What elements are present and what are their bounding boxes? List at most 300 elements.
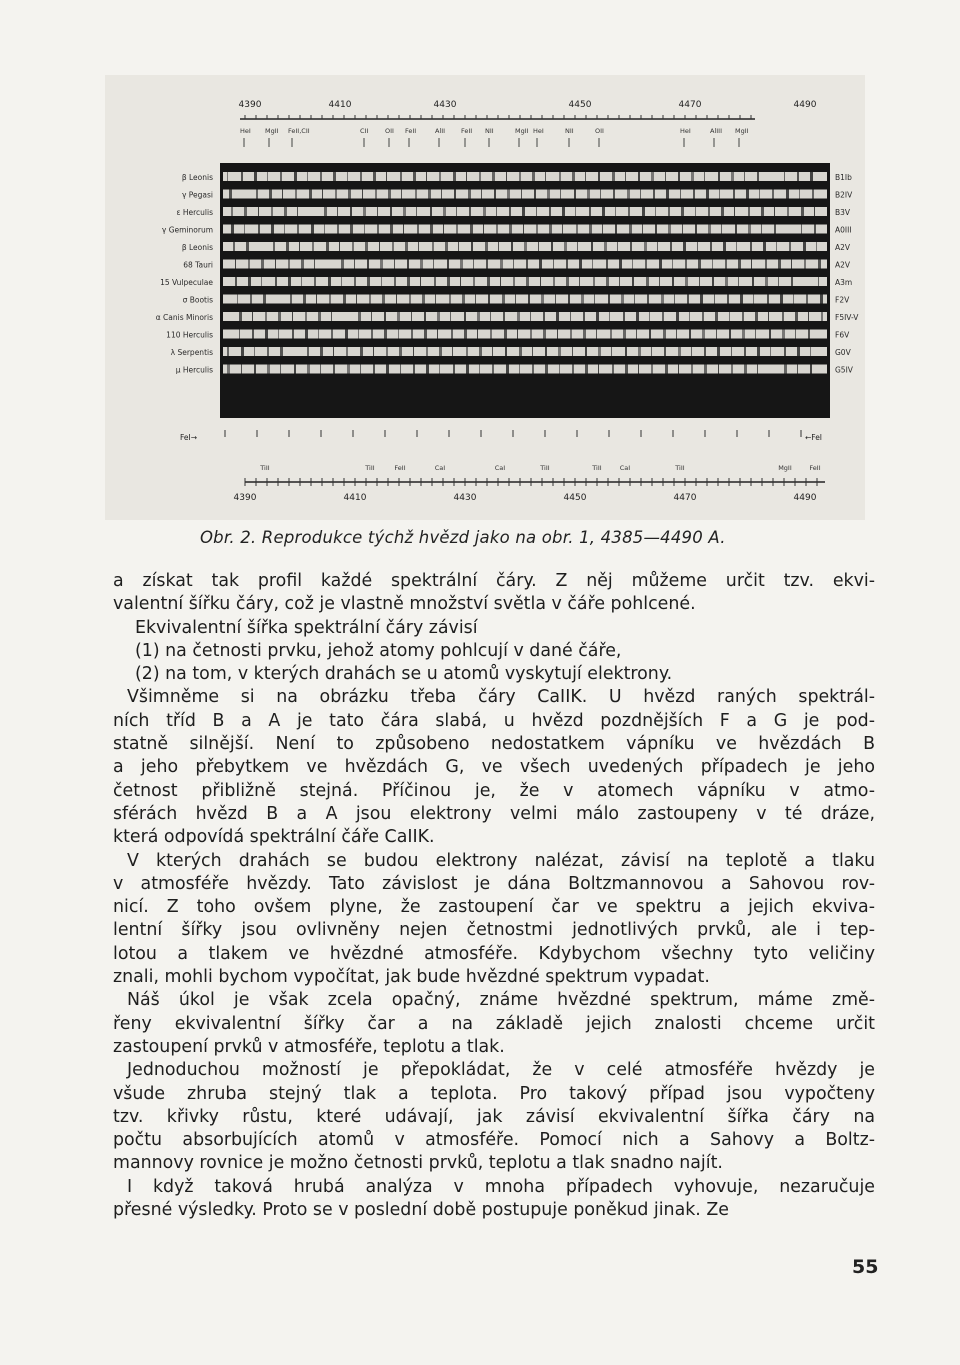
absorption-line [755, 330, 756, 339]
spectral-class: B1Ib [835, 173, 852, 182]
absorption-line [337, 207, 338, 216]
absorption-line [640, 190, 641, 199]
absorption-line [808, 312, 809, 321]
absorption-line [403, 207, 406, 216]
absorption-line [700, 295, 703, 304]
absorption-line [235, 260, 236, 269]
paragraph [113, 989, 875, 1059]
absorption-line [356, 295, 357, 304]
absorption-line [625, 365, 628, 374]
absorption-line [632, 260, 633, 269]
absorption-line [248, 277, 251, 286]
absorption-line [685, 260, 687, 269]
absorption-line [715, 312, 718, 321]
absorption-line [596, 312, 599, 321]
absorption-line [280, 172, 282, 181]
absorption-line [689, 330, 691, 339]
absorption-line [655, 207, 656, 216]
bottom-line-id: FeII [809, 464, 821, 472]
text-line: Ekvivalentní šířka spektrální čáry závisí [135, 617, 478, 638]
absorption-line [682, 225, 683, 234]
text-line: lentní šířky jsou ovlivněny nejen četnostmi jednotlivých prvků, ale i tep- [113, 920, 875, 941]
absorption-line [638, 365, 639, 374]
absorption-line [725, 277, 728, 286]
absorption-line [362, 190, 363, 199]
absorption-line [664, 347, 666, 356]
absorption-line [659, 277, 660, 286]
spectrum-strip [223, 347, 827, 356]
text-line: statně silnější. Není to způsobeno nedostatkem vápníku ve hvězdách B [113, 734, 875, 755]
absorption-line [229, 190, 232, 199]
absorption-line [447, 277, 450, 286]
absorption-line [509, 207, 511, 216]
absorption-line [557, 330, 558, 339]
absorption-line [519, 347, 522, 356]
absorption-line [318, 312, 321, 321]
star-name: β Leonis [181, 243, 213, 252]
absorption-line [678, 347, 681, 356]
absorption-line [526, 260, 528, 269]
absorption-line [417, 225, 419, 234]
absorption-line [244, 207, 247, 216]
absorption-line [464, 312, 466, 321]
absorption-line [420, 277, 421, 286]
absorption-line [396, 295, 397, 304]
absorption-line [625, 172, 626, 181]
spectra-block [220, 163, 830, 418]
absorption-line [674, 295, 675, 304]
top-line-id: MgII [515, 127, 529, 135]
top-line-id: NII [565, 127, 574, 135]
absorption-line [797, 365, 798, 374]
absorption-line [303, 295, 306, 304]
absorption-line [744, 347, 746, 356]
absorption-line [545, 365, 548, 374]
absorption-line [364, 225, 365, 234]
absorption-line [297, 225, 299, 234]
absorption-line [801, 207, 804, 216]
absorption-line [784, 172, 785, 181]
absorption-line [784, 347, 786, 356]
absorption-line [678, 172, 680, 181]
absorption-line [589, 207, 591, 216]
absorption-line [307, 347, 309, 356]
absorption-line [371, 330, 373, 339]
absorption-line [358, 330, 359, 339]
absorption-line [453, 365, 455, 374]
absorption-line [594, 295, 595, 304]
text-line: sférách hvězd B a A jsou elektrony velmi málo zastoupeny v té dráze, [113, 803, 875, 824]
absorption-line [559, 365, 560, 374]
top-scale-label: 4390 [238, 100, 262, 110]
absorption-line [795, 330, 796, 339]
absorption-line [360, 347, 363, 356]
absorption-line [275, 260, 276, 269]
absorption-line [719, 190, 720, 199]
absorption-line [532, 172, 535, 181]
absorption-line [672, 277, 674, 286]
absorption-line [532, 365, 534, 374]
absorption-line [324, 207, 327, 216]
paragraph [113, 1059, 875, 1175]
text-line: a získat tak profil každé spektrální čáry. Z něj můžeme určit tzv. ekvi- [113, 571, 875, 591]
absorption-line [610, 330, 612, 339]
absorption-line [820, 295, 823, 304]
absorption-line [602, 207, 605, 216]
absorption-line [443, 207, 446, 216]
text-line: valentní šířku čáry, což je vlastně množství světla v čáře pohlcené. [113, 594, 696, 615]
absorption-line [227, 365, 230, 374]
absorption-line [456, 225, 458, 234]
absorption-line [765, 260, 767, 269]
absorption-line [702, 330, 705, 339]
absorption-line [418, 242, 419, 251]
absorption-line [267, 347, 269, 356]
absorption-line [506, 172, 507, 181]
spectral-class: B2IV [835, 190, 853, 200]
spectral-class: F5IV-V [835, 313, 859, 322]
bottom-line-id: TiII [675, 464, 685, 472]
absorption-line [498, 242, 499, 251]
absorption-line [422, 295, 425, 304]
text-line: která odpovídá spektrální čáře CaIIK. [113, 827, 435, 848]
absorption-line [651, 172, 654, 181]
absorption-line [450, 312, 451, 321]
absorption-line [789, 242, 791, 251]
absorption-line [382, 295, 385, 304]
absorption-line [449, 295, 451, 304]
top-scale-label: 4470 [678, 100, 702, 110]
absorption-line [386, 347, 388, 356]
absorption-line [708, 207, 710, 216]
absorption-line [470, 225, 473, 234]
absorption-line [358, 312, 361, 321]
absorption-line [579, 260, 582, 269]
absorption-line [316, 295, 317, 304]
absorption-line [384, 330, 387, 339]
absorption-line [763, 242, 766, 251]
star-name: σ Bootis [182, 295, 213, 305]
bottom-line-id: TiII [365, 464, 375, 472]
absorption-line [769, 330, 771, 339]
absorption-line [434, 277, 436, 286]
absorption-line [598, 365, 599, 374]
absorption-line [390, 207, 392, 216]
absorption-line [540, 277, 541, 286]
absorption-line [377, 225, 379, 234]
bottom-line-id: CaI [494, 464, 506, 472]
paragraph [113, 663, 875, 686]
page-number: 55 [852, 1256, 879, 1278]
absorption-line [704, 365, 707, 374]
absorption-line [801, 225, 802, 234]
text-line: (2) na tom, v kterých drahách se u atomů vyskytují elektrony. [135, 664, 673, 685]
figure-caption: Obr. 2. Reprodukce týchž hvězd jako na obr. 1, 4385—4490 A. [200, 528, 726, 547]
absorption-line [712, 277, 714, 286]
spectral-class: F2V [835, 295, 850, 305]
absorption-line [314, 277, 316, 286]
paragraph [113, 570, 875, 617]
spectrum-strip [223, 330, 827, 339]
absorption-line [649, 312, 650, 321]
absorption-line [806, 295, 808, 304]
absorption-line [698, 260, 701, 269]
star-name: μ Herculis [175, 365, 213, 375]
absorption-line [437, 312, 440, 321]
absorption-line [606, 277, 609, 286]
absorption-line [271, 207, 273, 216]
absorption-line [596, 330, 597, 339]
absorption-line [227, 347, 229, 356]
absorption-line [239, 330, 240, 339]
star-name: ε Herculis [176, 208, 213, 217]
absorption-line [746, 190, 749, 199]
top-line-id: NII [485, 127, 494, 135]
absorption-line [464, 330, 467, 339]
absorption-line [598, 172, 600, 181]
absorption-line [712, 260, 713, 269]
absorption-line [572, 172, 575, 181]
absorption-line [483, 225, 484, 234]
top-line-id: CII [360, 127, 369, 135]
absorption-line [575, 207, 576, 216]
text-line: I když taková hrubá analýza v mnoha případech vyhovuje, nezaručuje [127, 1176, 875, 1197]
top-line-id: MgII [265, 127, 279, 135]
absorption-line [704, 172, 705, 181]
absorption-line [821, 312, 823, 321]
absorption-line [651, 365, 653, 374]
absorption-line [717, 347, 720, 356]
absorption-line [479, 347, 482, 356]
absorption-line [360, 172, 362, 181]
absorption-line [526, 277, 529, 286]
spectra-figure [105, 75, 865, 520]
absorption-line [545, 172, 546, 181]
absorption-line [629, 225, 632, 234]
bottom-line-id: TiII [592, 464, 602, 472]
absorption-line [725, 260, 727, 269]
absorption-line [623, 312, 625, 321]
absorption-line [676, 330, 677, 339]
text-line: řeny ekvivalentní šířky čar a na základě jejich znalosti chceme určit [113, 1013, 875, 1034]
bottom-scale-label: 4470 [673, 493, 697, 503]
absorption-line [386, 365, 389, 374]
absorption-line [246, 242, 249, 251]
bottom-scale-label: 4430 [453, 493, 477, 503]
absorption-line [250, 295, 252, 304]
absorption-line [354, 260, 355, 269]
absorption-line [702, 312, 704, 321]
spectrum-strip [223, 277, 827, 286]
absorption-line [297, 207, 298, 216]
absorption-line [346, 347, 348, 356]
absorption-line [697, 242, 698, 251]
absorption-line [734, 207, 735, 216]
absorption-line [585, 172, 586, 181]
absorption-line [371, 312, 372, 321]
absorption-line [307, 172, 308, 181]
absorption-line [500, 277, 501, 286]
absorption-line [280, 365, 281, 374]
top-scale-label: 4490 [793, 100, 817, 110]
absorption-line [460, 277, 461, 286]
absorption-line [466, 347, 468, 356]
spectrum-strip [223, 365, 827, 374]
absorption-line [536, 207, 537, 216]
absorption-line [341, 260, 344, 269]
absorption-line [608, 295, 610, 304]
absorption-line [767, 295, 769, 304]
absorption-line [261, 260, 264, 269]
absorption-line [492, 347, 493, 356]
absorption-line [398, 330, 399, 339]
spectrum-strip [223, 295, 827, 304]
absorption-line [284, 225, 285, 234]
absorption-line [524, 242, 527, 251]
absorption-line [451, 330, 453, 339]
absorption-line [399, 347, 402, 356]
spectral-class: B3V [835, 208, 851, 217]
absorption-line [258, 225, 260, 234]
top-scale-label: 4430 [433, 100, 457, 110]
text-line: ních tříd B a A je tato čára slabá, u hvězd pozdnějších F a G je pod- [113, 710, 875, 731]
absorption-line [453, 172, 456, 181]
star-name: γ Geminorum [161, 225, 213, 235]
absorption-line [507, 190, 510, 199]
text-line: (1) na četnosti prvku, jehož atomy pohlcují v dané čáře, [135, 640, 622, 661]
text-line: zastoupení prvků v atmosféře, teplotu a tlak. [113, 1036, 505, 1057]
absorption-line [333, 172, 336, 181]
absorption-line [736, 242, 737, 251]
absorption-line [280, 347, 283, 356]
absorption-line [239, 312, 242, 321]
absorption-line [803, 242, 806, 251]
absorption-line [583, 330, 586, 339]
absorption-line [570, 330, 572, 339]
absorption-line [672, 260, 673, 269]
absorption-line [678, 365, 679, 374]
absorption-line [483, 207, 486, 216]
absorption-line [808, 330, 810, 339]
absorption-line [492, 172, 495, 181]
absorption-line [322, 190, 323, 199]
absorption-line [386, 172, 387, 181]
absorption-line [341, 277, 342, 286]
absorption-line [337, 225, 339, 234]
absorption-line [294, 172, 297, 181]
absorption-line [379, 242, 380, 251]
absorption-line [752, 277, 754, 286]
absorption-line [549, 207, 551, 216]
absorption-line [574, 190, 576, 199]
paragraph [113, 686, 875, 849]
absorption-line [481, 190, 482, 199]
top-line-id: FeII,CII [288, 127, 310, 135]
absorption-line [581, 295, 584, 304]
absorption-line [367, 260, 369, 269]
text-line: všude zhruba stejný tlak a teplota. Pro takový případ jsou vypočteny [113, 1083, 875, 1104]
absorption-line [558, 347, 561, 356]
absorption-line [241, 365, 242, 374]
absorption-line [532, 347, 533, 356]
absorption-line [521, 190, 522, 199]
absorption-line [619, 277, 620, 286]
absorption-line [543, 312, 545, 321]
absorption-line [666, 190, 669, 199]
absorption-line [407, 260, 409, 269]
spectral-class: G5IV [835, 365, 853, 375]
absorption-line [718, 365, 719, 374]
top-line-id: HeI [680, 127, 691, 135]
absorption-line [751, 260, 752, 269]
absorption-line [770, 347, 771, 356]
absorption-line [699, 277, 700, 286]
spectrum-strip [223, 260, 827, 269]
absorption-line [708, 225, 711, 234]
top-line-id: FeII [405, 127, 417, 135]
absorption-line [543, 330, 546, 339]
absorption-line [492, 365, 494, 374]
absorption-line [258, 207, 259, 216]
absorption-line [458, 242, 459, 251]
absorption-line [814, 225, 816, 234]
absorption-line [380, 260, 383, 269]
text-line: Jednoduchou možností je přepokládat, že v celé atmosféře hvězdy je [127, 1060, 875, 1081]
absorption-line [653, 190, 655, 199]
absorption-line [555, 295, 556, 304]
spectral-class: A2V [835, 243, 851, 252]
text-line: lotou a tlakem ve hvězdné atmosféře. Kdybychom všechny tyto veličiny [113, 943, 875, 964]
absorption-line [505, 347, 507, 356]
absorption-line [411, 330, 413, 339]
star-name: 110 Herculis [166, 330, 213, 340]
absorption-line [435, 295, 436, 304]
absorption-line [299, 242, 300, 251]
absorption-line [350, 207, 352, 216]
absorption-line [556, 312, 559, 321]
absorption-line [295, 190, 297, 199]
absorption-line [547, 190, 550, 199]
top-scale-label: 4410 [328, 100, 352, 110]
absorption-line [553, 277, 555, 286]
absorption-line [714, 295, 715, 304]
text-line: četnost přibližně stejná. Příčinou je, že v atomech vápníku v atmo- [113, 780, 875, 801]
absorption-line [420, 260, 423, 269]
absorption-line [381, 277, 382, 286]
absorption-line [585, 365, 588, 374]
spectral-class: G0V [835, 348, 851, 357]
absorption-line [793, 295, 794, 304]
absorption-line [670, 242, 672, 251]
absorption-line [282, 190, 283, 199]
absorption-line [731, 347, 732, 356]
absorption-line [439, 172, 441, 181]
absorption-line [407, 277, 410, 286]
absorption-line [621, 295, 624, 304]
bottom-line-id: CaI [619, 464, 631, 472]
star-name: λ Serpentis [170, 348, 213, 357]
absorption-line [490, 312, 491, 321]
absorption-line [638, 172, 640, 181]
absorption-line [292, 312, 293, 321]
absorption-line [729, 312, 730, 321]
absorption-line [778, 277, 779, 286]
absorption-line [814, 207, 815, 216]
absorption-line [799, 190, 800, 199]
top-line-id: MgII [735, 127, 749, 135]
absorption-line [589, 225, 592, 234]
absorption-line [231, 207, 233, 216]
